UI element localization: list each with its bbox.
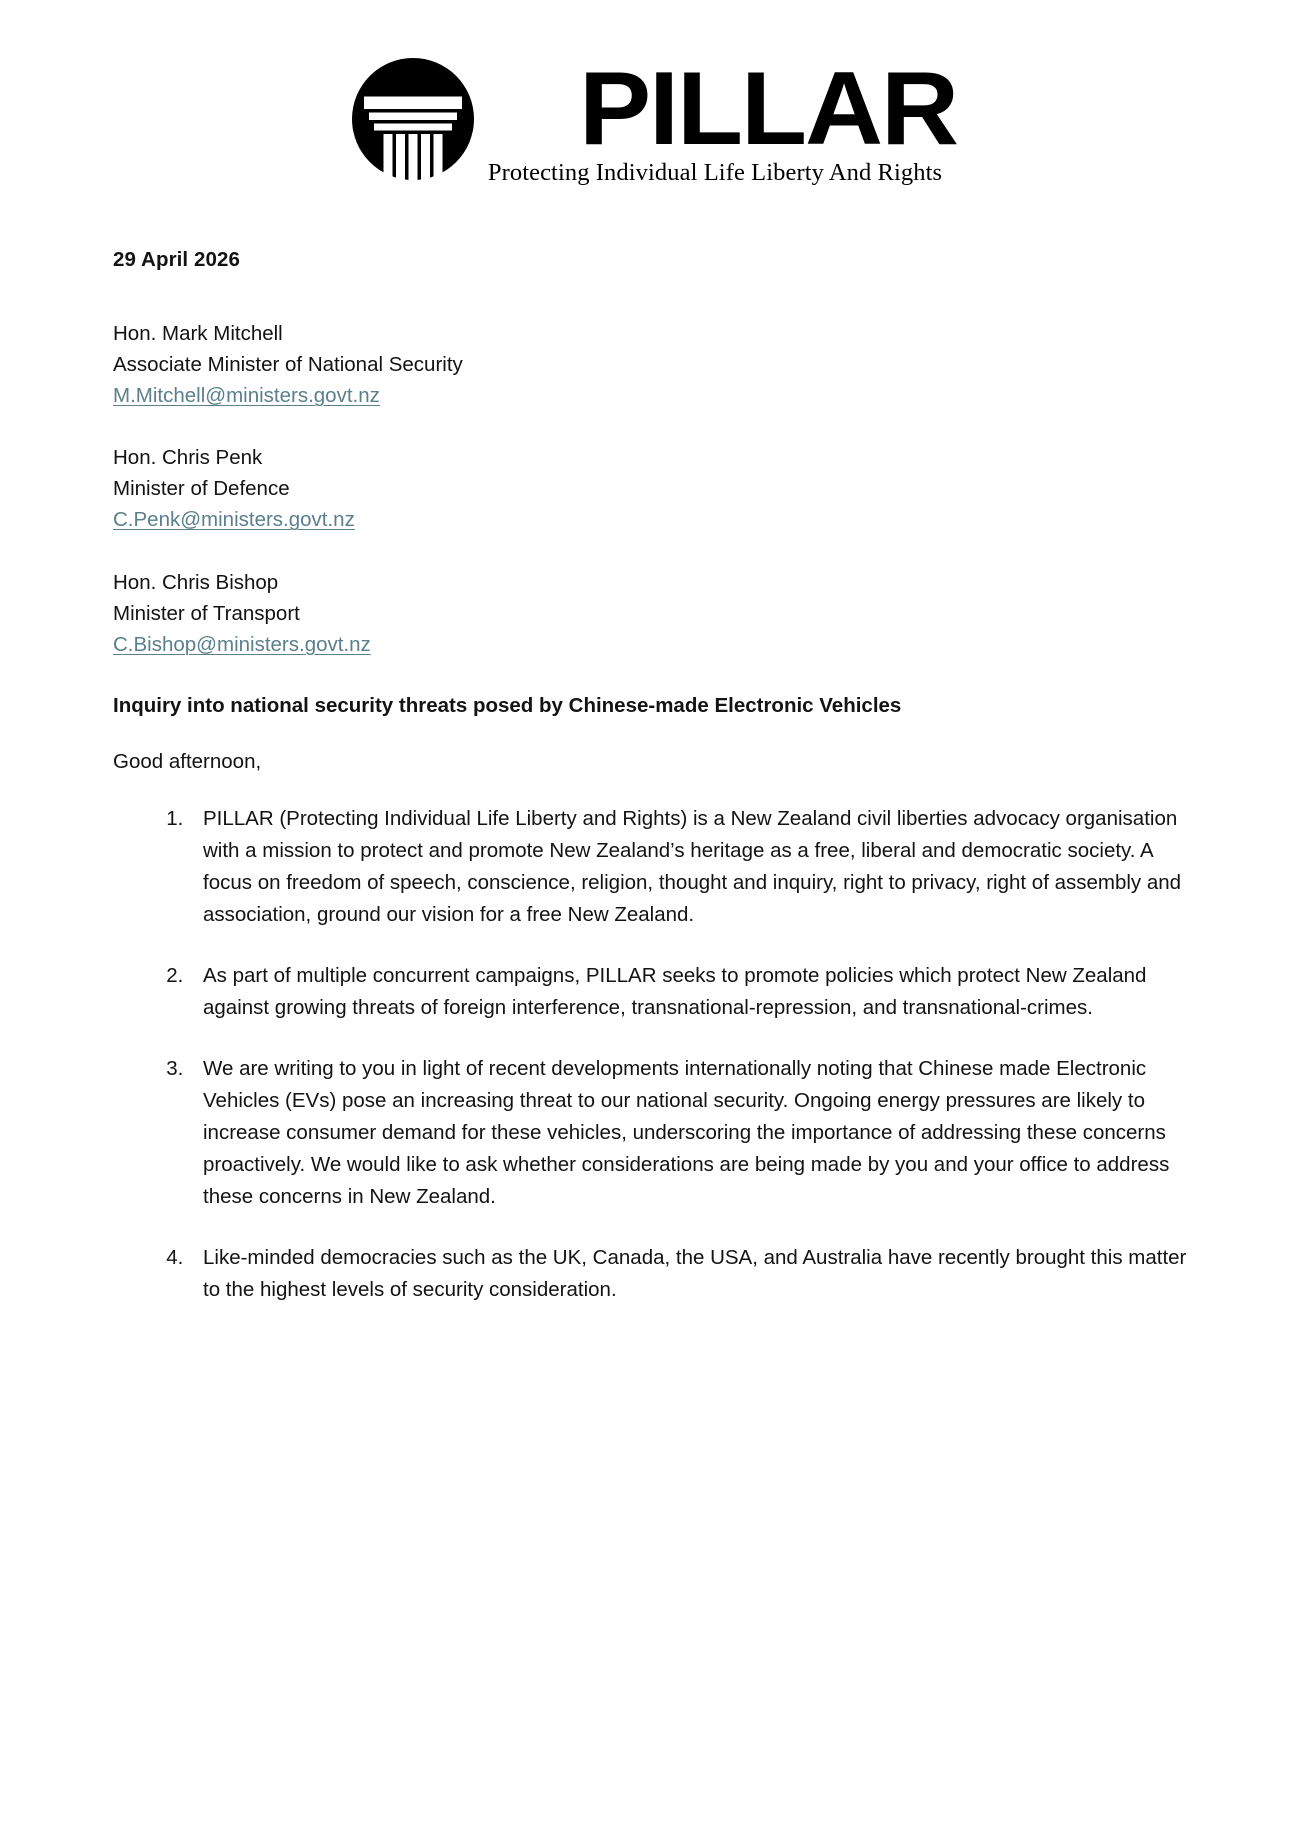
letter-salutation: Good afternoon,: [113, 749, 262, 773]
letter-date: 29 April 2026: [113, 248, 241, 272]
list-item: 2. As part of multiple concurrent campaigns, PILLAR seeks to promote policies which protect New Zealand against growing threats of foreign interference, transnational-repression, and transnational-crimes.: [189, 960, 1194, 1024]
recipient-email-link[interactable]: M.Mitchell@ministers.govt.nz: [113, 383, 380, 407]
pillar-logo: [352, 51, 957, 187]
recipient-title: Minister of Transport: [113, 601, 300, 625]
logo-text-block: [487, 51, 957, 187]
recipient-name: Hon. Chris Penk: [113, 446, 263, 470]
recipient-block-2: [113, 442, 1194, 535]
recipient-title: Minister of Defence: [113, 477, 290, 501]
list-item: 4. Like-minded democracies such as the UK, Canada, the USA, and Australia have recently brought this matter to the highest levels of security consideration.: [189, 1242, 1194, 1306]
recipient-name: Hon. Mark Mitchell: [113, 321, 283, 345]
pillar-column-icon: [352, 58, 474, 180]
list-item: 3. We are writing to you in light of recent developments internationally noting that Chinese made Electronic Vehicles (EVs) pose an increasing threat to our national security. Ongoing energy pressures are likely to increase consumer demand for these vehicles, underscoring the importance of addressing these concerns proactively. We would like to ask whether considerations are being made by you and your office to address these concerns in New Zealand.: [189, 1053, 1194, 1213]
list-item: 1. PILLAR (Protecting Individual Life Liberty and Rights) is a New Zealand civil liberties advocacy organisation with a mission to protect and promote New Zealand’s heritage as a free, liberal and democratic society. A focus on freedom of speech, conscience, religion, thought and inquiry, right to privacy, right of assembly and association, ground our vision for a free New Zealand.: [189, 803, 1194, 931]
logo-wordmark: PILLAR: [578, 51, 957, 167]
letter-subject: Inquiry into national security threats posed by Chinese-made Electronic Vehicles: [113, 694, 902, 718]
recipient-title: Associate Minister of National Security: [113, 352, 463, 376]
recipient-email-link[interactable]: C.Penk@ministers.govt.nz: [113, 508, 355, 532]
recipient-block-1: [113, 318, 1194, 411]
letterhead: [0, 0, 1294, 187]
logo-tagline: Protecting Individual Life Liberty And Rights: [487, 159, 943, 187]
recipient-email-link[interactable]: C.Bishop@ministers.govt.nz: [113, 632, 371, 656]
recipient-name: Hon. Chris Bishop: [113, 570, 279, 594]
letter-body: [0, 245, 1294, 1305]
numbered-points-list: [113, 803, 1194, 1306]
recipient-block-3: [113, 567, 1194, 660]
